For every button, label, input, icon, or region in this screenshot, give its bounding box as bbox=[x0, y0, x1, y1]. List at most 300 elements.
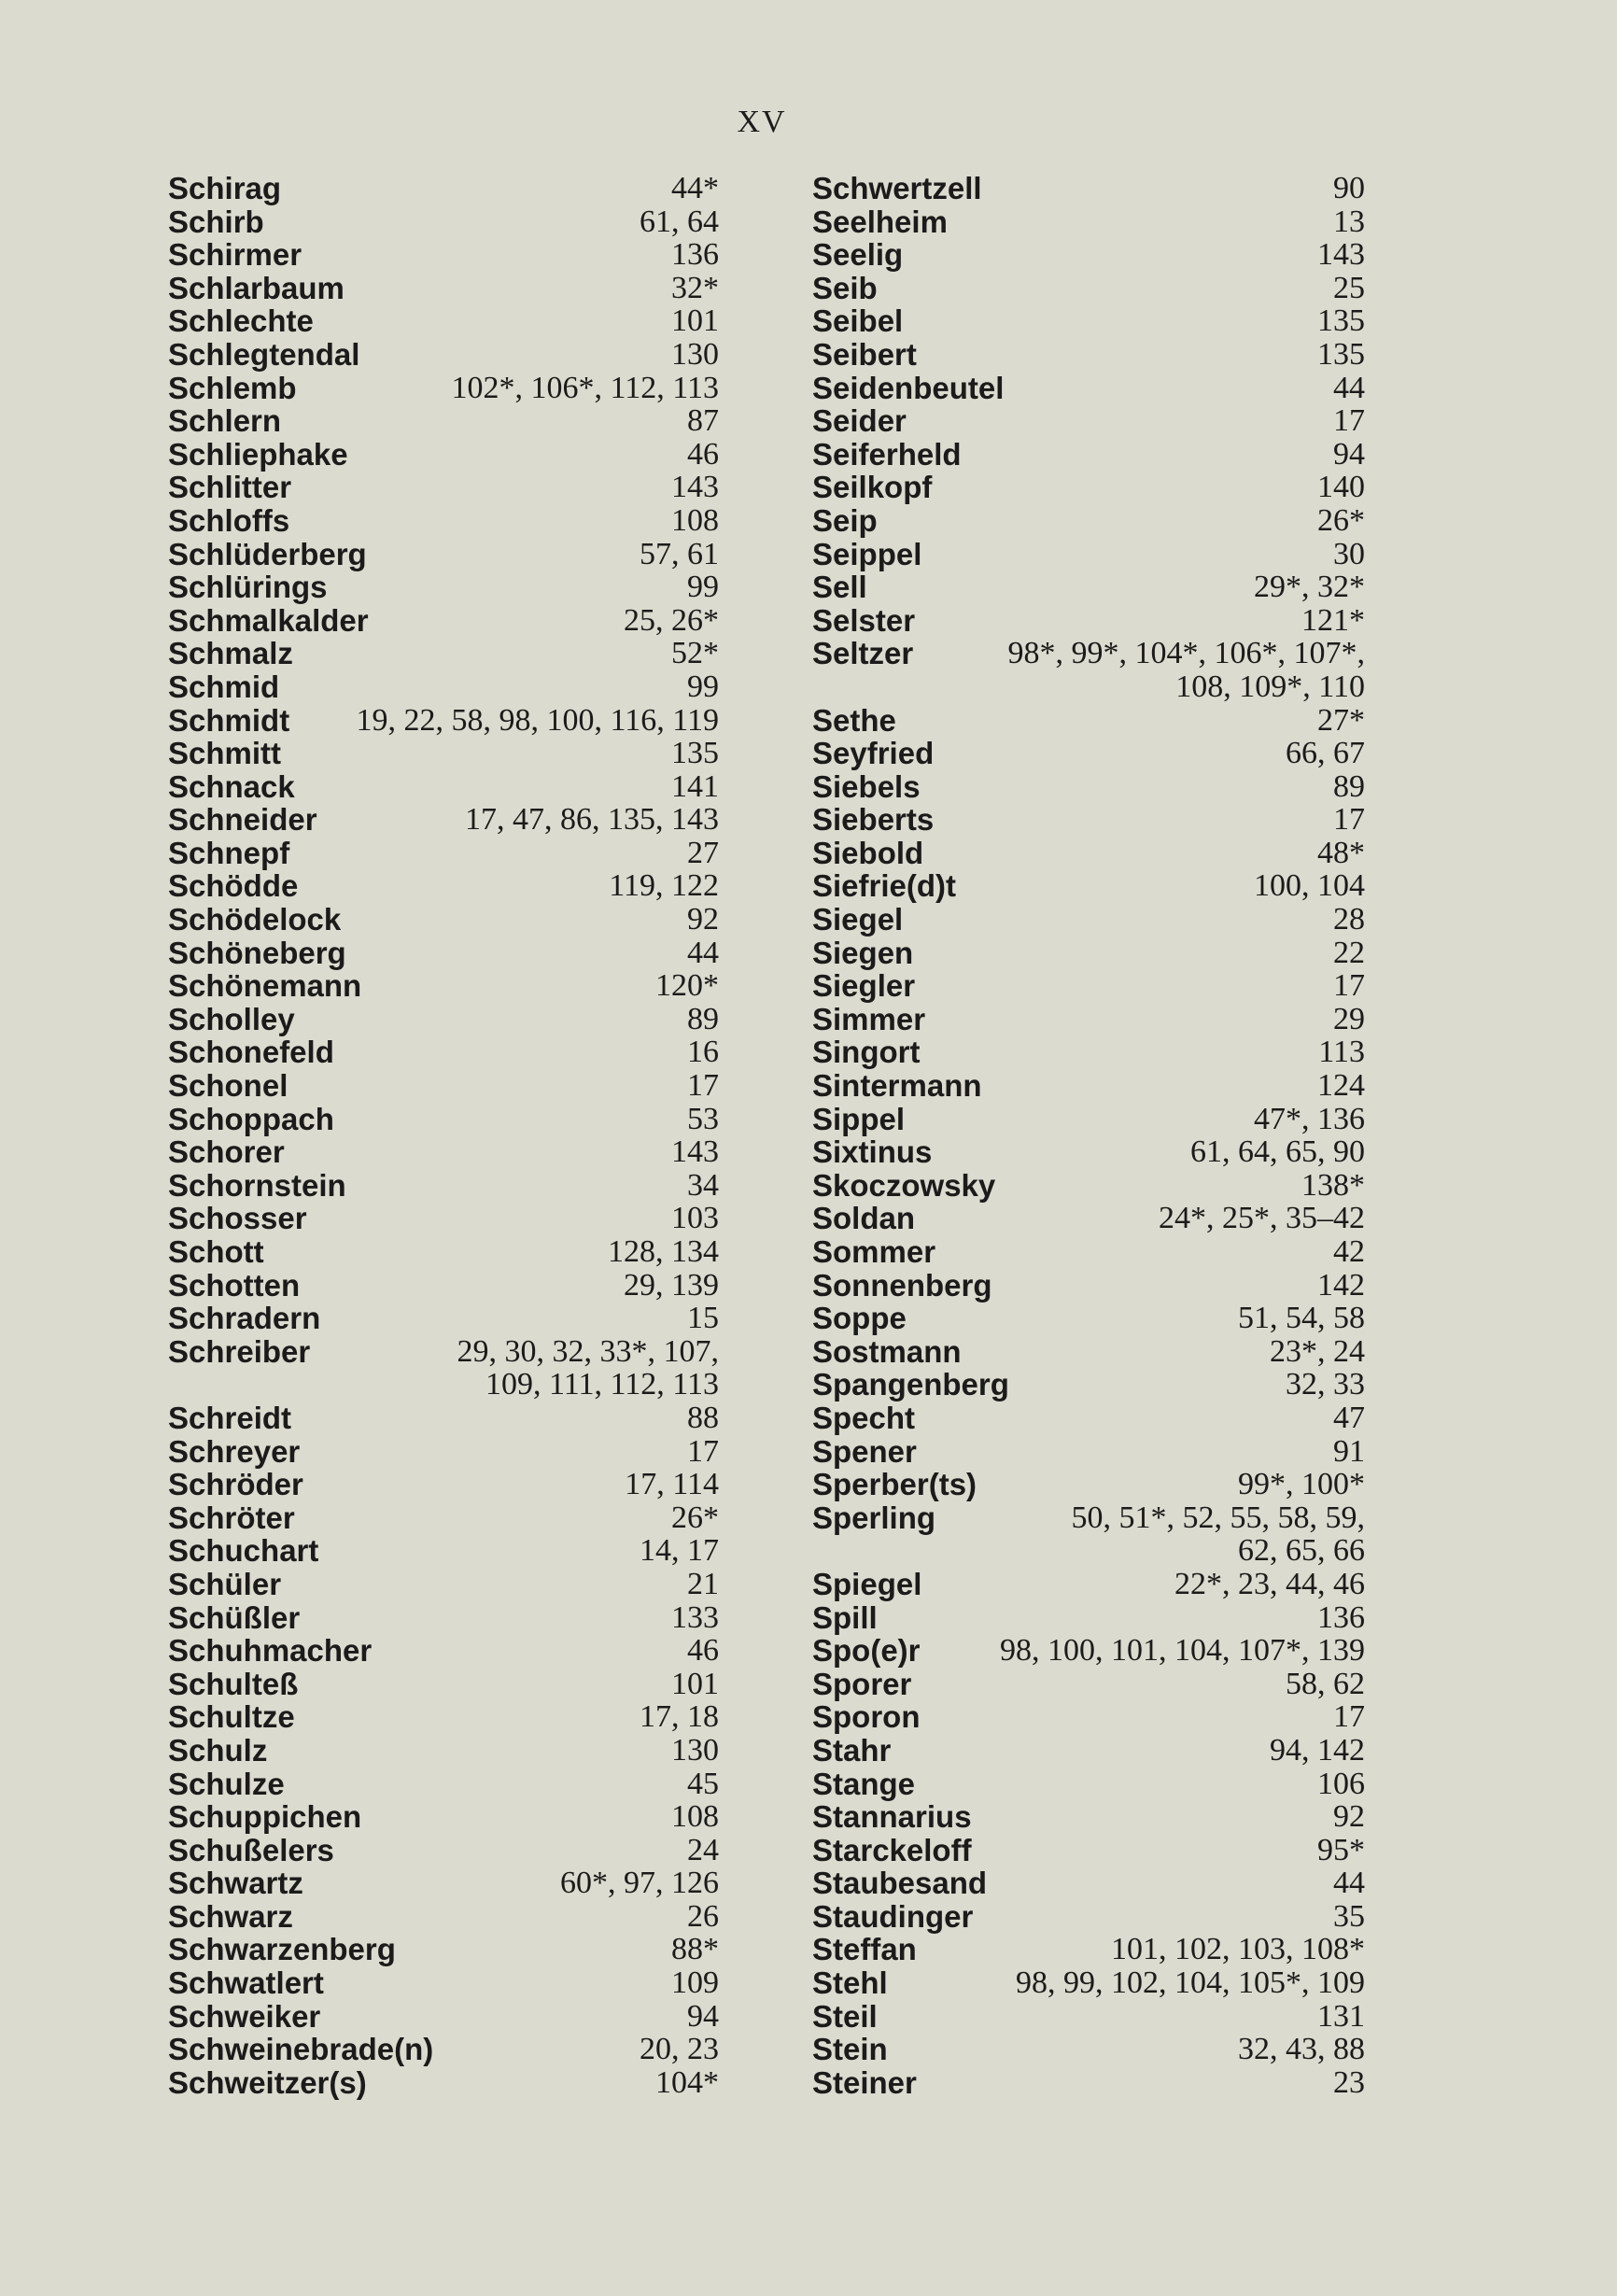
entry-name: Seibert bbox=[812, 336, 917, 372]
entry-pages: 138* bbox=[1301, 1167, 1365, 1203]
entry-name: Schreyer bbox=[168, 1433, 301, 1469]
page-number: XV bbox=[737, 105, 787, 139]
entry-pages: 108 bbox=[671, 502, 719, 538]
entry-pages: 24*, 25*, 35–42 bbox=[1159, 1201, 1365, 1236]
entry-name: Schuppichen bbox=[168, 1799, 362, 1835]
index-entry bbox=[168, 1069, 719, 1103]
entry-pages: 57, 61 bbox=[640, 536, 719, 571]
index-entry bbox=[168, 1435, 719, 1469]
index-entry bbox=[168, 1235, 719, 1269]
entry-name: Schlegtendal bbox=[168, 336, 360, 372]
index-entry bbox=[812, 2000, 1365, 2034]
index-entry bbox=[168, 969, 719, 1003]
index-entry bbox=[168, 2066, 719, 2100]
index-entry bbox=[168, 837, 719, 870]
entry-pages: 50, 51*, 52, 55, 58, 59, 62, 65, 66 bbox=[1071, 1500, 1365, 1569]
index-entry bbox=[168, 604, 719, 638]
entry-pages: 113 bbox=[1318, 1035, 1365, 1070]
entry-name: Schwatlert bbox=[168, 1965, 324, 2001]
entry-pages: 19, 22, 58, 98, 100, 116, 119 bbox=[356, 702, 719, 738]
index-entry bbox=[812, 372, 1365, 405]
index-entry bbox=[812, 1933, 1365, 1966]
index-entry bbox=[812, 1335, 1365, 1369]
entry-pages: 21 bbox=[687, 1566, 719, 1601]
entry-name: Schmidt bbox=[168, 702, 290, 738]
index-entry bbox=[168, 1103, 719, 1136]
entry-pages: 131 bbox=[1317, 1998, 1365, 2034]
entry-pages: 94 bbox=[1333, 436, 1365, 472]
entry-name: Seib bbox=[812, 270, 878, 305]
entry-name: Schonel bbox=[168, 1068, 288, 1104]
entry-pages: 66, 67 bbox=[1286, 736, 1365, 771]
entry-name: Schröder bbox=[168, 1467, 303, 1502]
entry-pages: 92 bbox=[687, 902, 719, 937]
index-entry bbox=[812, 471, 1365, 504]
index-entry bbox=[812, 1768, 1365, 1801]
index-entry bbox=[168, 1866, 719, 1900]
entry-name: Steffan bbox=[812, 1932, 917, 1967]
entry-pages: 15 bbox=[687, 1301, 719, 1336]
entry-name: Seelig bbox=[812, 237, 904, 273]
index-entry bbox=[168, 1834, 719, 1867]
entry-pages: 124 bbox=[1317, 1068, 1365, 1104]
entry-name: Simmer bbox=[812, 1001, 926, 1036]
index-entry bbox=[812, 1800, 1365, 1834]
index-entry bbox=[812, 570, 1365, 604]
entry-pages: 17 bbox=[687, 1068, 719, 1104]
index-entry bbox=[168, 272, 719, 305]
index-entry bbox=[812, 1435, 1365, 1469]
entry-name: Spener bbox=[812, 1433, 917, 1469]
index-entry bbox=[812, 205, 1365, 239]
entry-name: Sommer bbox=[812, 1234, 936, 1269]
entry-pages: 44* bbox=[671, 171, 719, 205]
index-entry bbox=[168, 1933, 719, 1966]
entry-name: Staudinger bbox=[812, 1898, 974, 1934]
entry-pages: 34 bbox=[687, 1167, 719, 1203]
entry-name: Schornstein bbox=[168, 1167, 346, 1203]
entry-name: Seibel bbox=[812, 303, 904, 339]
entry-pages: 61, 64 bbox=[640, 204, 719, 239]
entry-name: Schultze bbox=[168, 1699, 295, 1735]
index-entry bbox=[168, 1468, 719, 1501]
entry-pages: 44 bbox=[1333, 370, 1365, 405]
entry-name: Schulteß bbox=[168, 1666, 299, 1701]
entry-pages: 140 bbox=[1317, 470, 1365, 505]
index-entry bbox=[812, 704, 1365, 738]
entry-name: Schradern bbox=[168, 1301, 321, 1336]
index-entry bbox=[812, 272, 1365, 305]
entry-name: Schweiker bbox=[168, 1998, 321, 2034]
entry-pages: 141 bbox=[671, 768, 719, 804]
index-entry bbox=[812, 1501, 1365, 1568]
index-entry bbox=[812, 1235, 1365, 1269]
index-entry bbox=[812, 737, 1365, 770]
entry-name: Skoczowsky bbox=[812, 1167, 996, 1203]
entry-pages: 58, 62 bbox=[1286, 1666, 1365, 1701]
entry-pages: 133 bbox=[671, 1599, 719, 1635]
index-entry bbox=[812, 903, 1365, 937]
entry-pages: 94, 142 bbox=[1270, 1732, 1365, 1768]
entry-pages: 32, 33 bbox=[1286, 1367, 1365, 1402]
entry-pages: 101 bbox=[671, 1666, 719, 1701]
entry-pages: 23 bbox=[1333, 2064, 1365, 2100]
index-entry bbox=[812, 304, 1365, 338]
entry-pages: 30 bbox=[1333, 536, 1365, 571]
entry-name: Schott bbox=[168, 1234, 264, 1269]
entry-name: Schonefeld bbox=[168, 1035, 334, 1070]
entry-pages: 29*, 32* bbox=[1254, 570, 1365, 605]
index-entry bbox=[812, 1302, 1365, 1335]
index-entry bbox=[812, 604, 1365, 638]
entry-pages: 130 bbox=[671, 1732, 719, 1768]
entry-name: Sporon bbox=[812, 1699, 921, 1735]
index-entry bbox=[168, 1700, 719, 1734]
entry-name: Schmitt bbox=[168, 736, 282, 771]
entry-pages: 108 bbox=[671, 1799, 719, 1835]
index-entry bbox=[168, 937, 719, 970]
index-entry bbox=[168, 1202, 719, 1235]
entry-name: Sintermann bbox=[812, 1068, 982, 1104]
entry-pages: 27 bbox=[687, 835, 719, 870]
index-entry bbox=[168, 1302, 719, 1335]
index-entry bbox=[812, 1003, 1365, 1036]
entry-name: Steil bbox=[812, 1998, 878, 2034]
entry-pages: 20, 23 bbox=[640, 2032, 719, 2067]
entry-pages: 24 bbox=[687, 1832, 719, 1867]
entry-name: Stehl bbox=[812, 1965, 888, 2001]
entry-name: Schmalkalder bbox=[168, 602, 369, 638]
entry-name: Siegen bbox=[812, 935, 914, 970]
index-entry bbox=[812, 937, 1365, 970]
entry-name: Stange bbox=[812, 1766, 916, 1801]
entry-name: Schlemb bbox=[168, 370, 297, 405]
entry-pages: 26 bbox=[687, 1898, 719, 1934]
entry-name: Spangenberg bbox=[812, 1367, 1009, 1402]
entry-name: Seiferheld bbox=[812, 436, 962, 472]
entry-pages: 17, 18 bbox=[640, 1699, 719, 1735]
entry-pages: 23*, 24 bbox=[1270, 1333, 1365, 1369]
entry-name: Sethe bbox=[812, 702, 896, 738]
entry-name: Singort bbox=[812, 1035, 921, 1070]
entry-pages: 35 bbox=[1333, 1898, 1365, 1934]
index-entry bbox=[168, 338, 719, 372]
entry-pages: 94 bbox=[687, 1998, 719, 2034]
index-entry bbox=[812, 438, 1365, 472]
entry-name: Schorer bbox=[168, 1134, 285, 1170]
entry-name: Spo(e)r bbox=[812, 1633, 921, 1669]
entry-name: Sieberts bbox=[812, 802, 935, 838]
entry-pages: 29, 139 bbox=[624, 1267, 719, 1303]
entry-pages: 99 bbox=[687, 570, 719, 605]
entry-pages: 98, 99, 102, 104, 105*, 109 bbox=[1016, 1965, 1365, 2001]
entry-name: Schlürings bbox=[168, 570, 328, 605]
entry-pages: 95* bbox=[1317, 1832, 1365, 1867]
entry-name: Sporer bbox=[812, 1666, 912, 1701]
entry-pages: 26* bbox=[671, 1500, 719, 1535]
entry-name: Schlechte bbox=[168, 303, 314, 339]
entry-pages: 61, 64, 65, 90 bbox=[1190, 1134, 1365, 1170]
entry-pages: 42 bbox=[1333, 1234, 1365, 1269]
entry-name: Soldan bbox=[812, 1201, 916, 1236]
index-entry bbox=[812, 1035, 1365, 1069]
entry-name: Sperling bbox=[812, 1500, 936, 1535]
entry-name: Siegel bbox=[812, 902, 904, 937]
entry-pages: 51, 54, 58 bbox=[1238, 1301, 1365, 1336]
index-entry bbox=[168, 1634, 719, 1668]
entry-pages: 17 bbox=[1333, 403, 1365, 439]
entry-pages: 32* bbox=[671, 270, 719, 305]
entry-name: Stein bbox=[812, 2032, 888, 2067]
entry-pages: 101 bbox=[671, 303, 719, 339]
entry-pages: 136 bbox=[1317, 1599, 1365, 1635]
entry-name: Seider bbox=[812, 403, 907, 439]
entry-name: Schneider bbox=[168, 802, 317, 838]
entry-pages: 143 bbox=[671, 470, 719, 505]
entry-pages: 29 bbox=[1333, 1001, 1365, 1036]
index-entry bbox=[812, 1900, 1365, 1934]
index-entry bbox=[812, 2033, 1365, 2066]
entry-pages: 142 bbox=[1317, 1267, 1365, 1303]
index-entry bbox=[168, 304, 719, 338]
entry-name: Seyfried bbox=[812, 736, 935, 771]
entry-name: Seippel bbox=[812, 536, 922, 571]
entry-name: Spiegel bbox=[812, 1566, 922, 1601]
index-entry bbox=[812, 1834, 1365, 1867]
index-entry bbox=[168, 803, 719, 837]
entry-name: Schreiber bbox=[168, 1333, 311, 1369]
entry-name: Sixtinus bbox=[812, 1134, 933, 1170]
index-entry bbox=[168, 1003, 719, 1036]
entry-pages: 91 bbox=[1333, 1433, 1365, 1469]
entry-name: Schönemann bbox=[168, 968, 362, 1004]
index-entry bbox=[168, 869, 719, 903]
entry-pages: 46 bbox=[687, 436, 719, 472]
entry-name: Schödelock bbox=[168, 902, 342, 937]
entry-name: Schulz bbox=[168, 1732, 268, 1768]
entry-name: Stahr bbox=[812, 1732, 892, 1768]
entry-pages: 17 bbox=[1333, 1699, 1365, 1735]
entry-name: Seip bbox=[812, 502, 878, 538]
entry-name: Schuhmacher bbox=[168, 1633, 373, 1669]
index-entry bbox=[812, 504, 1365, 538]
entry-pages: 89 bbox=[1333, 768, 1365, 804]
index-entry bbox=[812, 404, 1365, 438]
index-entry bbox=[812, 637, 1365, 703]
index-entry bbox=[168, 570, 719, 604]
entry-pages: 26* bbox=[1317, 502, 1365, 538]
index-entry bbox=[812, 1634, 1365, 1668]
index-entry bbox=[168, 372, 719, 405]
entry-name: Schreidt bbox=[168, 1400, 292, 1435]
entry-name: Schotten bbox=[168, 1267, 301, 1303]
index-entry bbox=[168, 1402, 719, 1435]
entry-pages: 135 bbox=[671, 736, 719, 771]
entry-name: Sippel bbox=[812, 1101, 906, 1136]
index-column-left bbox=[168, 172, 719, 2099]
index-entry bbox=[168, 1501, 719, 1535]
entry-name: Schosser bbox=[168, 1201, 307, 1236]
entry-pages: 47*, 136 bbox=[1254, 1101, 1365, 1136]
entry-pages: 17 bbox=[687, 1433, 719, 1469]
entry-pages: 88* bbox=[671, 1932, 719, 1967]
index-entry bbox=[812, 172, 1365, 205]
entry-name: Schödde bbox=[168, 868, 299, 904]
entry-pages: 130 bbox=[671, 336, 719, 372]
entry-name: Schnack bbox=[168, 768, 295, 804]
index-entry bbox=[168, 903, 719, 937]
index-entry bbox=[812, 338, 1365, 372]
entry-pages: 109 bbox=[671, 1965, 719, 2001]
entry-pages: 16 bbox=[687, 1035, 719, 1070]
entry-name: Schöneberg bbox=[168, 935, 346, 970]
index-entry bbox=[812, 969, 1365, 1003]
entry-pages: 25, 26* bbox=[624, 602, 719, 638]
entry-pages: 136 bbox=[671, 237, 719, 273]
index-entry bbox=[812, 837, 1365, 870]
index-entry bbox=[812, 1468, 1365, 1501]
entry-name: Schmid bbox=[168, 669, 280, 704]
entry-name: Schweitzer(s) bbox=[168, 2064, 367, 2100]
entry-pages: 45 bbox=[687, 1766, 719, 1801]
index-entry bbox=[168, 770, 719, 804]
index-entry bbox=[168, 1135, 719, 1169]
entry-pages: 143 bbox=[671, 1134, 719, 1170]
index-entry bbox=[168, 1169, 719, 1203]
entry-name: Schoppach bbox=[168, 1101, 334, 1136]
entry-name: Schüler bbox=[168, 1566, 282, 1601]
entry-name: Starckeloff bbox=[812, 1832, 972, 1867]
index-entry bbox=[168, 1668, 719, 1701]
entry-pages: 17, 114 bbox=[625, 1467, 719, 1502]
index-entry bbox=[168, 637, 719, 670]
index-entry bbox=[812, 1135, 1365, 1169]
entry-name: Schlitter bbox=[168, 470, 292, 505]
index-entry bbox=[812, 238, 1365, 272]
index-entry bbox=[168, 1601, 719, 1635]
entry-pages: 87 bbox=[687, 403, 719, 439]
index-entry bbox=[168, 670, 719, 704]
entry-name: Sell bbox=[812, 570, 867, 605]
entry-pages: 103 bbox=[671, 1201, 719, 1236]
entry-pages: 60*, 97, 126 bbox=[560, 1866, 719, 1901]
index-entry bbox=[812, 1103, 1365, 1136]
entry-pages: 47 bbox=[1333, 1400, 1365, 1435]
entry-name: Siebold bbox=[812, 835, 924, 870]
entry-pages: 135 bbox=[1317, 303, 1365, 339]
index-entry bbox=[812, 1734, 1365, 1768]
index-entry bbox=[812, 1601, 1365, 1635]
index-entry bbox=[168, 1534, 719, 1568]
entry-name: Schwertzell bbox=[812, 171, 982, 205]
entry-name: Schwarz bbox=[168, 1898, 293, 1934]
entry-name: Seilkopf bbox=[812, 470, 933, 505]
index-entry bbox=[168, 438, 719, 472]
entry-name: Sonnenberg bbox=[812, 1267, 992, 1303]
entry-pages: 101, 102, 103, 108* bbox=[1111, 1932, 1365, 1967]
entry-pages: 28 bbox=[1333, 902, 1365, 937]
entry-name: Schnepf bbox=[168, 835, 290, 870]
index-entry bbox=[168, 1269, 719, 1303]
entry-pages: 128, 134 bbox=[608, 1234, 719, 1269]
index-entry bbox=[168, 1035, 719, 1069]
entry-pages: 17 bbox=[1333, 968, 1365, 1004]
entry-pages: 32, 43, 88 bbox=[1238, 2032, 1365, 2067]
entry-name: Schweinebrade(n) bbox=[168, 2032, 434, 2067]
entry-pages: 44 bbox=[687, 935, 719, 970]
entry-name: Sperber(ts) bbox=[812, 1467, 977, 1502]
index-entry bbox=[812, 1568, 1365, 1601]
entry-pages: 25 bbox=[1333, 270, 1365, 305]
entry-pages: 104* bbox=[655, 2064, 719, 2100]
entry-pages: 106 bbox=[1317, 1766, 1365, 1801]
index-entry bbox=[812, 869, 1365, 903]
entry-name: Schußelers bbox=[168, 1832, 334, 1867]
index-entry bbox=[168, 2000, 719, 2034]
entry-name: Schlüderberg bbox=[168, 536, 367, 571]
entry-pages: 120* bbox=[655, 968, 719, 1004]
entry-pages: 92 bbox=[1333, 1799, 1365, 1835]
index-entry bbox=[168, 205, 719, 239]
index-entry bbox=[812, 1966, 1365, 2000]
index-entry bbox=[168, 737, 719, 770]
entry-name: Siefrie(d)t bbox=[812, 868, 957, 904]
entry-name: Schmalz bbox=[168, 636, 293, 671]
entry-name: Spill bbox=[812, 1599, 878, 1635]
entry-pages: 102*, 106*, 112, 113 bbox=[451, 370, 719, 405]
entry-pages: 29, 30, 32, 33*, 107, 109, 111, 112, 113 bbox=[457, 1333, 719, 1402]
entry-name: Sostmann bbox=[812, 1333, 962, 1369]
entry-pages: 17, 47, 86, 135, 143 bbox=[465, 802, 719, 838]
index-entry bbox=[812, 1202, 1365, 1235]
index-entry bbox=[812, 1700, 1365, 1734]
index-entry bbox=[168, 1900, 719, 1934]
entry-pages: 143 bbox=[1317, 237, 1365, 273]
index-entry bbox=[812, 1169, 1365, 1203]
index-entry bbox=[812, 1866, 1365, 1900]
entry-pages: 27* bbox=[1317, 702, 1365, 738]
index-entry bbox=[168, 1800, 719, 1834]
index-entry bbox=[812, 1269, 1365, 1303]
entry-name: Schlern bbox=[168, 403, 282, 439]
entry-pages: 98, 100, 101, 104, 107*, 139 bbox=[1000, 1633, 1365, 1669]
entry-pages: 100, 104 bbox=[1254, 868, 1365, 904]
entry-pages: 17 bbox=[1333, 802, 1365, 838]
index-entry bbox=[812, 538, 1365, 571]
index-entry bbox=[168, 1734, 719, 1768]
index-entry bbox=[168, 1768, 719, 1801]
index-entry bbox=[812, 1402, 1365, 1435]
entry-pages: 44 bbox=[1333, 1866, 1365, 1901]
entry-name: Seelheim bbox=[812, 204, 948, 239]
entry-pages: 119, 122 bbox=[609, 868, 719, 904]
entry-pages: 98*, 99*, 104*, 106*, 107*, 108, 109*, 110 bbox=[1007, 636, 1365, 704]
index-entry bbox=[812, 1069, 1365, 1103]
entry-name: Seidenbeutel bbox=[812, 370, 1005, 405]
entry-pages: 48* bbox=[1317, 835, 1365, 870]
index-entry bbox=[812, 2066, 1365, 2100]
entry-pages: 22*, 23, 44, 46 bbox=[1174, 1566, 1365, 1601]
entry-name: Schirb bbox=[168, 204, 264, 239]
index-entry bbox=[168, 504, 719, 538]
entry-name: Schröter bbox=[168, 1500, 295, 1535]
index-entry bbox=[812, 770, 1365, 804]
index-entry bbox=[168, 1335, 719, 1402]
entry-name: Schirmer bbox=[168, 237, 302, 273]
index-entry bbox=[812, 1668, 1365, 1701]
entry-name: Stannarius bbox=[812, 1799, 972, 1835]
entry-name: Schloffs bbox=[168, 502, 290, 538]
